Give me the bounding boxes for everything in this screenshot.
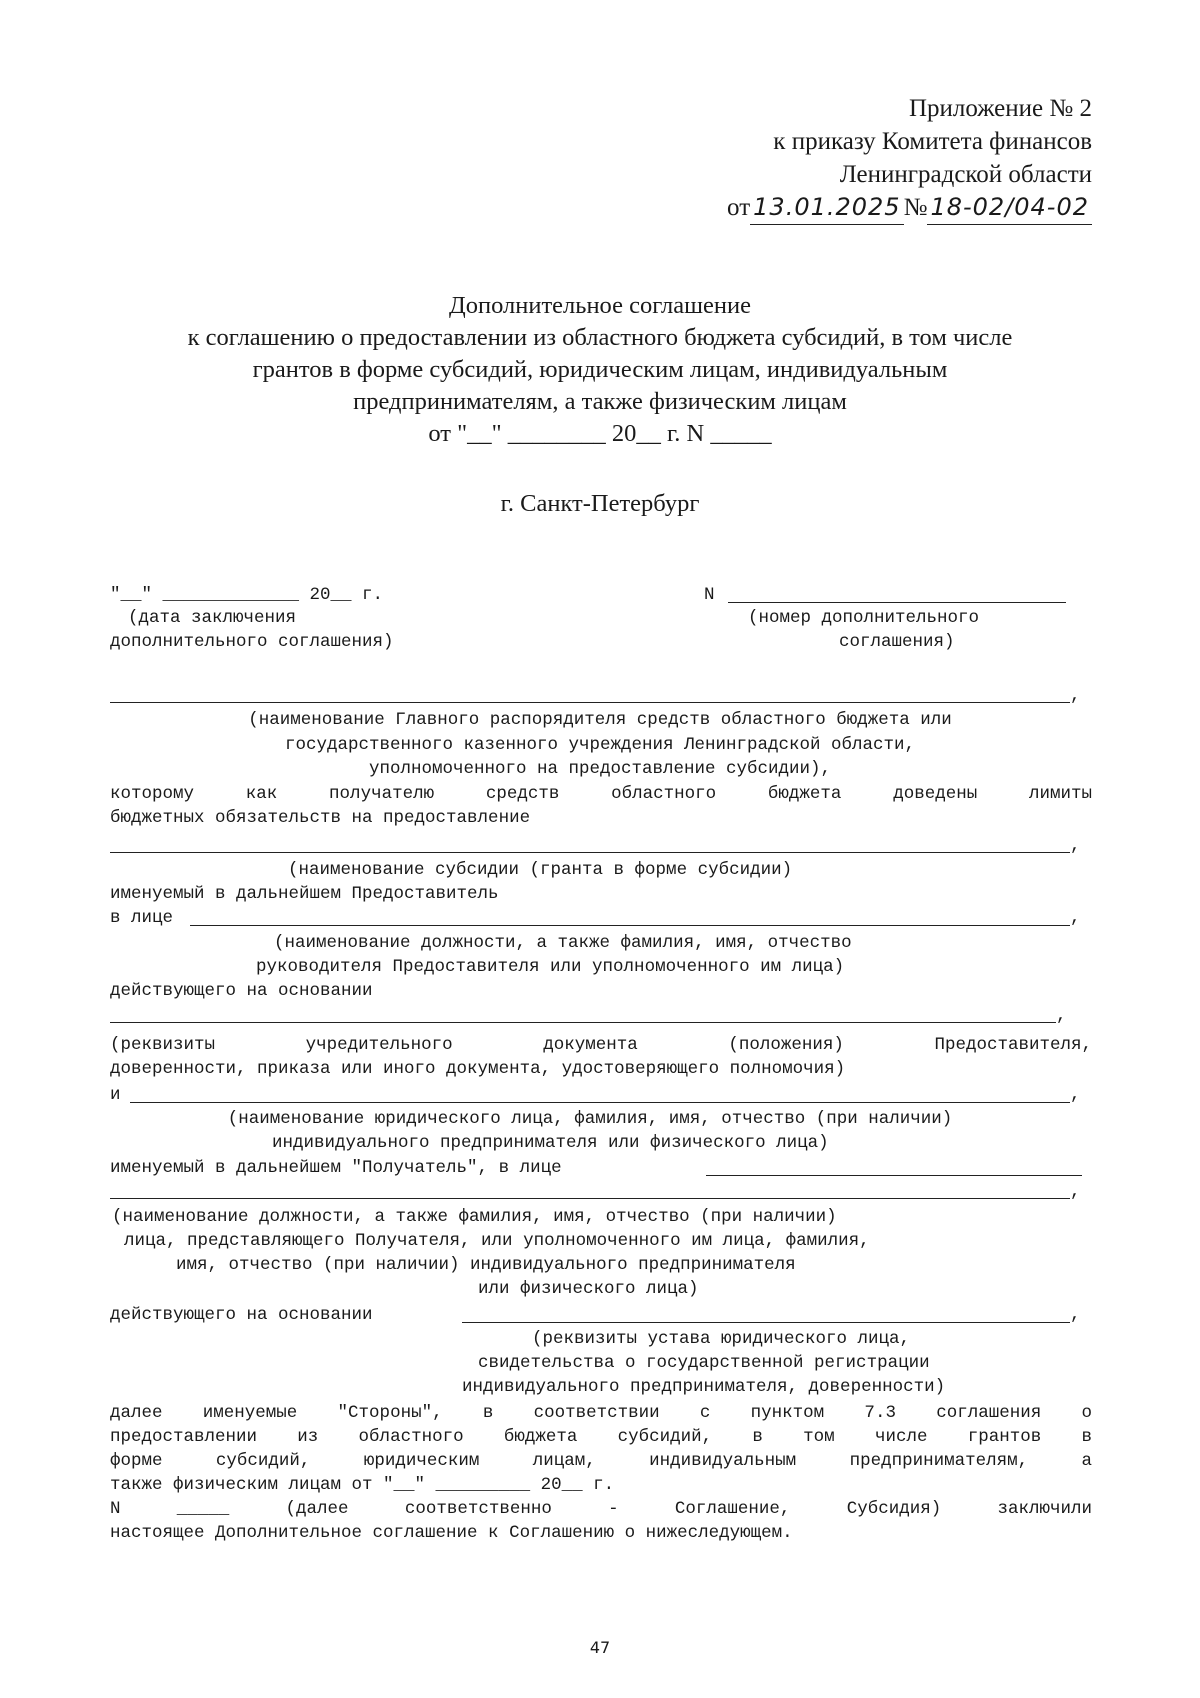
conclusion-date-field: "__" _____________ 20__ г. <box>110 585 384 605</box>
in-person-label: в лице <box>110 908 174 928</box>
title-line-5: от "__" ________ 20__ г. N _____ <box>428 420 772 447</box>
caption-charter-3: индивидуального предпринимателя, доверенности) <box>462 1377 946 1397</box>
caption-legal-2: индивидуального предпринимателя или физического лица) <box>272 1133 829 1153</box>
title-line-4: предпринимателям, а также физическим лицам <box>353 388 847 415</box>
caption-date-1: (дата заключения <box>128 608 297 628</box>
comma: , <box>1070 836 1081 856</box>
caption-charter-1: (реквизиты устава юридического лица, <box>532 1329 911 1349</box>
caption-rep-3: имя, отчество (при наличии) индивидуального предпринимателя <box>176 1255 796 1275</box>
comma: , <box>1070 1085 1081 1105</box>
subsidy-blank <box>110 852 1070 853</box>
caption-number-1: (номер дополнительного <box>748 608 980 628</box>
limits-paragraph <box>110 782 1092 830</box>
caption-number-2: соглашения) <box>839 632 955 652</box>
document-title <box>100 290 1100 450</box>
comma: , <box>1070 1305 1081 1325</box>
number-sign: № <box>903 194 928 221</box>
caption-rep-2: лица, представляющего Получателя, или уполномоченного им лица, фамилия, <box>124 1231 870 1251</box>
ot-label: от <box>727 194 751 221</box>
charter-blank <box>462 1322 1070 1323</box>
recipient-blank <box>130 1102 1070 1103</box>
caption-grbs-3: уполномоченного на предоставление субсидии), <box>368 759 832 779</box>
para-line-2: предоставлении из областного бюджета субсидий, в том числе грантов в <box>110 1427 1092 1447</box>
acting-basis-label-2: действующего на основании <box>110 1305 373 1325</box>
caption-charter-2: свидетельства о государственной регистрации <box>478 1353 930 1373</box>
para-line-5: N _____ (далее соответственно - Соглашение, Субсидия) заключили <box>110 1499 1092 1519</box>
final-paragraph <box>110 1401 1092 1545</box>
caption-rep-1: (наименование должности, а также фамилия, имя, отчество (при наличии) <box>112 1207 837 1227</box>
comma: , <box>1070 1182 1081 1202</box>
caption-subsidy: (наименование субсидии (гранта в форме субсидии) <box>288 860 793 880</box>
caption-requisites-1: (реквизиты учредительного документа (положения) Предоставителя, <box>110 1035 1092 1055</box>
title-line-1: Дополнительное соглашение <box>449 292 751 319</box>
caption-requisites-2: доверенности, приказа или иного документа, удостоверяющего полномочия) <box>110 1059 846 1079</box>
caption-date-2: дополнительного соглашения) <box>110 632 394 652</box>
caption-legal-1: (наименование юридического лица, фамилия, имя, отчество (при наличии) <box>227 1109 953 1129</box>
appendix-header <box>727 92 1092 225</box>
page-number: 47 <box>589 1638 611 1657</box>
handwritten-date: 13.01.2025 <box>750 191 903 225</box>
comma: , <box>1070 908 1081 928</box>
caption-position-2: руководителя Предоставителя или уполномоченного им лица) <box>256 957 845 977</box>
caption-grbs-1: (наименование Главного распорядителя средств областного бюджета или <box>248 710 952 730</box>
caption-requisites <box>110 1033 1092 1081</box>
para-line-3: форме субсидий, юридическим лицам, индивидуальным предпринимателям, а <box>110 1451 1092 1471</box>
agreement-number-label: N <box>704 585 715 605</box>
limits-line-1: которому как получателю средств областного бюджета доведены лимиты <box>110 784 1092 804</box>
comma: , <box>1056 1006 1067 1026</box>
para-line-1: далее именуемые "Стороны", в соответствии с пунктом 7.3 соглашения о <box>110 1403 1092 1423</box>
requisites-blank <box>110 1022 1056 1023</box>
appendix-region-line: Ленинградской области <box>839 161 1092 188</box>
grbs-blank <box>110 702 1070 703</box>
para-line-6: настоящее Дополнительное соглашение к Соглашению о нижеследующем. <box>110 1523 793 1543</box>
position-blank <box>190 925 1070 926</box>
caption-grbs-2: государственного казенного учреждения Ленинградской области, <box>284 735 916 755</box>
appendix-number: Приложение № 2 <box>908 95 1092 122</box>
named-provider: именуемый в дальнейшем Предоставитель <box>110 884 499 904</box>
title-line-2: к соглашению о предоставлении из областного бюджета субсидий, в том числе <box>187 324 1013 351</box>
handwritten-number: 18-02/04-02 <box>927 191 1092 225</box>
limits-line-2: бюджетных обязательств на предоставление <box>110 808 531 828</box>
para-line-4: также физическим лицам от "__" _________ 20__ г. <box>110 1475 615 1495</box>
title-line-3: грантов в форме субсидий, юридическим лицам, индивидуальным <box>252 356 948 383</box>
appendix-order-line: к приказу Комитета финансов <box>773 128 1092 155</box>
city: г. Санкт-Петербург <box>500 490 700 517</box>
recipient-rep-blank-2 <box>110 1198 1070 1199</box>
and-label: и <box>110 1085 121 1105</box>
appendix-date-number-line <box>727 191 1092 225</box>
named-recipient: именуемый в дальнейшем "Получатель", в лице <box>110 1158 562 1178</box>
caption-rep-4: или физического лица) <box>478 1279 699 1299</box>
caption-position-1: (наименование должности, а также фамилия, имя, отчество <box>274 933 852 953</box>
acting-basis-label: действующего на основании <box>110 981 373 1001</box>
recipient-rep-blank-1 <box>706 1175 1082 1176</box>
comma: , <box>1070 686 1081 706</box>
agreement-number-blank <box>728 602 1066 603</box>
